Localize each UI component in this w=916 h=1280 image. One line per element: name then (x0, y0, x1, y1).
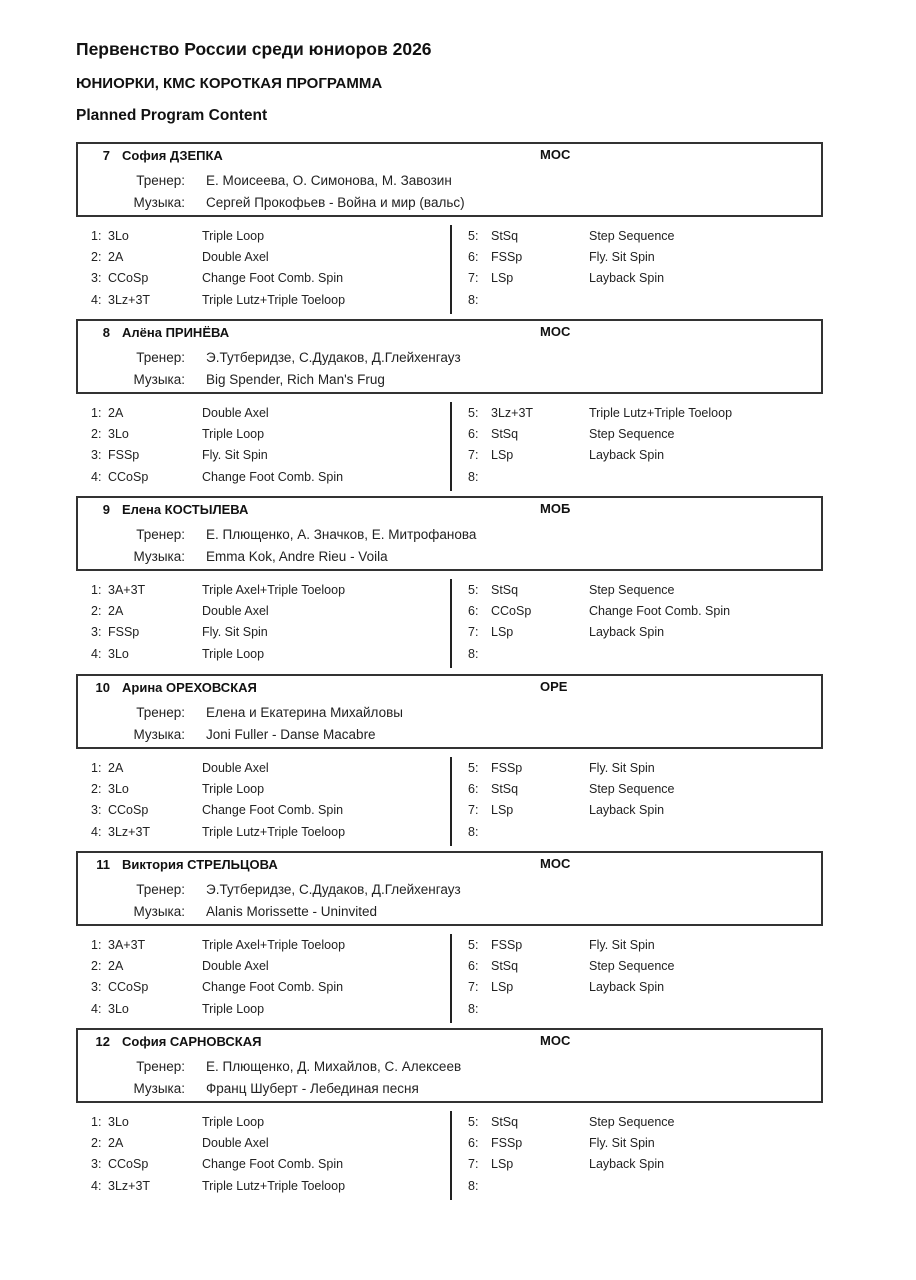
element-description: Layback Spin (589, 1157, 665, 1171)
element-description: Fly. Sit Spin (202, 448, 268, 462)
element-number: 2: (91, 427, 102, 441)
element-code: 3Lo (108, 1115, 129, 1129)
element-code: StSq (491, 1115, 519, 1129)
skater-name: Елена КОСТЫЛЕВА (122, 502, 249, 517)
element-list (76, 757, 823, 847)
element-description: Double Axel (202, 406, 269, 420)
element-code: StSq (491, 583, 519, 597)
element-number: 5: (468, 229, 479, 243)
element-description: Fly. Sit Spin (589, 938, 655, 952)
element-list (76, 225, 823, 315)
element-code: StSq (491, 959, 519, 973)
skater-info-box (76, 1028, 823, 1103)
page-title: Первенство России среди юниоров 2026 (76, 39, 432, 59)
element-description: Triple Lutz+Triple Toeloop (202, 1179, 346, 1193)
element-number: 4: (91, 647, 102, 661)
start-number: 12 (95, 1034, 110, 1049)
skater-entry-12 (76, 1028, 823, 1206)
element-code: 3Lo (108, 1002, 129, 1016)
element-number: 3: (91, 803, 102, 817)
element-description: Step Sequence (589, 583, 675, 597)
element-code: StSq (491, 427, 519, 441)
element-description: Fly. Sit Spin (589, 250, 655, 264)
element-number: 3: (91, 271, 102, 285)
element-number: 6: (468, 427, 479, 441)
element-code: LSp (491, 271, 514, 285)
start-number: 8 (102, 325, 110, 340)
coach-label: Тренер: (136, 705, 185, 720)
element-description: Fly. Sit Spin (589, 761, 655, 775)
event-subtitle: ЮНИОРКИ, КМС КОРОТКАЯ ПРОГРАММА (76, 75, 383, 92)
element-description: Fly. Sit Spin (202, 625, 268, 639)
element-code: 3Lo (108, 229, 129, 243)
coach-label: Тренер: (136, 350, 185, 365)
skater-info-box (76, 851, 823, 926)
element-code: StSq (491, 782, 519, 796)
start-number: 7 (102, 148, 110, 163)
element-number: 2: (91, 959, 102, 973)
coach-label: Тренер: (136, 173, 185, 188)
element-description: Triple Loop (202, 782, 265, 796)
skater-info-box (76, 319, 823, 394)
element-code: 3Lo (108, 427, 129, 441)
element-description: Triple Loop (202, 229, 265, 243)
element-code: 3Lz+3T (108, 825, 151, 839)
element-number: 3: (91, 1157, 102, 1171)
team-code: МОС (540, 324, 571, 339)
element-number: 6: (468, 1136, 479, 1150)
music-value: Сергей Прокофьев - Война и мир (вальс) (206, 195, 465, 210)
element-number: 7: (468, 448, 479, 462)
element-description: Layback Spin (589, 803, 665, 817)
element-description: Change Foot Comb. Spin (589, 604, 731, 618)
music-value: Big Spender, Rich Man's Frug (206, 372, 385, 387)
element-description: Change Foot Comb. Spin (202, 271, 344, 285)
skater-name: Виктория СТРЕЛЬЦОВА (122, 857, 278, 872)
column-divider (450, 757, 452, 846)
music-value: Alanis Morissette - Uninvited (206, 904, 378, 919)
team-code: МОС (540, 1033, 571, 1048)
element-code: CCoSp (108, 271, 149, 285)
element-number: 7: (468, 980, 479, 994)
element-number: 3: (91, 625, 102, 639)
skater-name: Алёна ПРИНЁВА (122, 325, 230, 340)
element-description: Triple Lutz+Triple Toeloop (202, 293, 346, 307)
element-description: Layback Spin (589, 625, 665, 639)
team-code: МОС (540, 856, 571, 871)
element-description: Double Axel (202, 959, 269, 973)
element-code: 3Lz+3T (491, 406, 534, 420)
element-description: Step Sequence (589, 1115, 675, 1129)
element-number: 6: (468, 604, 479, 618)
element-code: LSp (491, 625, 514, 639)
element-number: 4: (91, 1002, 102, 1016)
element-code: CCoSp (108, 1157, 149, 1171)
element-description: Triple Loop (202, 647, 265, 661)
element-description: Triple Lutz+Triple Toeloop (589, 406, 733, 420)
team-code: МОС (540, 147, 571, 162)
coach-value: Е. Моисеева, О. Симонова, М. Завозин (206, 173, 452, 188)
element-number: 5: (468, 938, 479, 952)
skater-name: София САРНОВСКАЯ (122, 1034, 262, 1049)
team-code: ОРЕ (540, 679, 568, 694)
music-label: Музыка: (133, 549, 185, 564)
element-number: 8: (468, 647, 479, 661)
skater-entry-11 (76, 851, 823, 1029)
element-number: 4: (91, 1179, 102, 1193)
element-number: 4: (91, 470, 102, 484)
element-code: CCoSp (108, 803, 149, 817)
element-number: 7: (468, 271, 479, 285)
coach-label: Тренер: (136, 882, 185, 897)
element-code: 2A (108, 604, 124, 618)
element-number: 7: (468, 803, 479, 817)
element-description: Double Axel (202, 250, 269, 264)
skater-info-box (76, 142, 823, 217)
element-number: 8: (468, 825, 479, 839)
element-list (76, 579, 823, 669)
start-number: 11 (96, 857, 110, 872)
element-number: 5: (468, 1115, 479, 1129)
element-number: 7: (468, 625, 479, 639)
element-code: FSSp (491, 761, 523, 775)
element-code: FSSp (491, 1136, 523, 1150)
skater-info-box (76, 496, 823, 571)
column-divider (450, 402, 452, 491)
skater-entry-10 (76, 674, 823, 852)
element-description: Step Sequence (589, 427, 675, 441)
element-number: 6: (468, 250, 479, 264)
element-number: 1: (91, 761, 102, 775)
element-code: LSp (491, 448, 514, 462)
element-number: 8: (468, 470, 479, 484)
coach-value: Э.Тутберидзе, С.Дудаков, Д.Глейхенгауз (206, 350, 461, 365)
coach-value: Е. Плющенко, Д. Михайлов, С. Алексеев (206, 1059, 462, 1074)
element-code: 2A (108, 406, 124, 420)
element-code: FSSp (491, 938, 523, 952)
element-description: Layback Spin (589, 448, 665, 462)
element-code: 2A (108, 959, 124, 973)
coach-label: Тренер: (136, 527, 185, 542)
element-number: 1: (91, 406, 102, 420)
element-description: Triple Axel+Triple Toeloop (202, 583, 346, 597)
element-description: Double Axel (202, 761, 269, 775)
music-label: Музыка: (133, 195, 185, 210)
element-number: 7: (468, 1157, 479, 1171)
element-number: 4: (91, 293, 102, 307)
element-description: Change Foot Comb. Spin (202, 1157, 344, 1171)
element-number: 5: (468, 583, 479, 597)
team-code: МОБ (540, 501, 571, 516)
element-code: 2A (108, 761, 124, 775)
element-description: Triple Axel+Triple Toeloop (202, 938, 346, 952)
element-number: 8: (468, 1179, 479, 1193)
column-divider (450, 934, 452, 1023)
coach-label: Тренер: (136, 1059, 185, 1074)
element-code: FSSp (108, 448, 140, 462)
element-number: 1: (91, 583, 102, 597)
music-value: Франц Шуберт - Лебединая песня (206, 1081, 419, 1096)
element-number: 5: (468, 761, 479, 775)
skater-name: София ДЗЕПКА (122, 148, 223, 163)
element-code: 3Lo (108, 647, 129, 661)
skater-info-box (76, 674, 823, 749)
music-label: Музыка: (133, 372, 185, 387)
element-number: 1: (91, 229, 102, 243)
element-description: Double Axel (202, 604, 269, 618)
element-number: 2: (91, 250, 102, 264)
skater-name: Арина ОРЕХОВСКАЯ (122, 680, 257, 695)
element-description: Triple Lutz+Triple Toeloop (202, 825, 346, 839)
element-description: Change Foot Comb. Spin (202, 470, 344, 484)
element-description: Step Sequence (589, 959, 675, 973)
start-number: 9 (102, 502, 110, 517)
element-code: 2A (108, 250, 124, 264)
element-code: StSq (491, 229, 519, 243)
column-divider (450, 225, 452, 314)
column-divider (450, 1111, 452, 1200)
element-code: 3Lo (108, 782, 129, 796)
music-value: Emma Kok, Andre Rieu - Voila (206, 549, 388, 564)
element-list (76, 402, 823, 492)
element-number: 3: (91, 980, 102, 994)
music-label: Музыка: (133, 904, 185, 919)
element-description: Fly. Sit Spin (589, 1136, 655, 1150)
element-number: 1: (91, 1115, 102, 1129)
element-list (76, 1111, 823, 1201)
element-code: CCoSp (108, 470, 149, 484)
element-description: Layback Spin (589, 271, 665, 285)
element-code: LSp (491, 803, 514, 817)
element-list (76, 934, 823, 1024)
element-code: LSp (491, 980, 514, 994)
music-value: Joni Fuller - Danse Macabre (206, 727, 376, 742)
element-number: 2: (91, 782, 102, 796)
element-number: 4: (91, 825, 102, 839)
coach-value: Э.Тутберидзе, С.Дудаков, Д.Глейхенгауз (206, 882, 461, 897)
element-description: Step Sequence (589, 229, 675, 243)
element-number: 2: (91, 604, 102, 618)
section-title: Planned Program Content (76, 107, 268, 124)
element-number: 3: (91, 448, 102, 462)
music-label: Музыка: (133, 727, 185, 742)
element-description: Layback Spin (589, 980, 665, 994)
start-number: 10 (95, 680, 110, 695)
element-number: 6: (468, 782, 479, 796)
element-description: Triple Loop (202, 1002, 265, 1016)
skater-entry-7 (76, 142, 823, 320)
element-code: 3Lz+3T (108, 1179, 151, 1193)
element-code: 3Lz+3T (108, 293, 151, 307)
element-number: 8: (468, 293, 479, 307)
music-label: Музыка: (133, 1081, 185, 1096)
element-code: LSp (491, 1157, 514, 1171)
coach-value: Елена и Екатерина Михайловы (206, 705, 403, 720)
skater-entry-9 (76, 496, 823, 674)
element-code: FSSp (108, 625, 140, 639)
element-description: Double Axel (202, 1136, 269, 1150)
element-description: Step Sequence (589, 782, 675, 796)
element-code: 3A+3T (108, 583, 146, 597)
element-code: 3A+3T (108, 938, 146, 952)
element-number: 5: (468, 406, 479, 420)
element-description: Triple Loop (202, 427, 265, 441)
column-divider (450, 579, 452, 668)
element-code: 2A (108, 1136, 124, 1150)
element-code: CCoSp (491, 604, 532, 618)
element-number: 2: (91, 1136, 102, 1150)
element-code: CCoSp (108, 980, 149, 994)
element-description: Change Foot Comb. Spin (202, 803, 344, 817)
element-description: Change Foot Comb. Spin (202, 980, 344, 994)
element-description: Triple Loop (202, 1115, 265, 1129)
element-number: 8: (468, 1002, 479, 1016)
skater-entry-8 (76, 319, 823, 497)
element-code: FSSp (491, 250, 523, 264)
element-number: 1: (91, 938, 102, 952)
element-number: 6: (468, 959, 479, 973)
coach-value: Е. Плющенко, А. Значков, Е. Митрофанова (206, 527, 477, 542)
